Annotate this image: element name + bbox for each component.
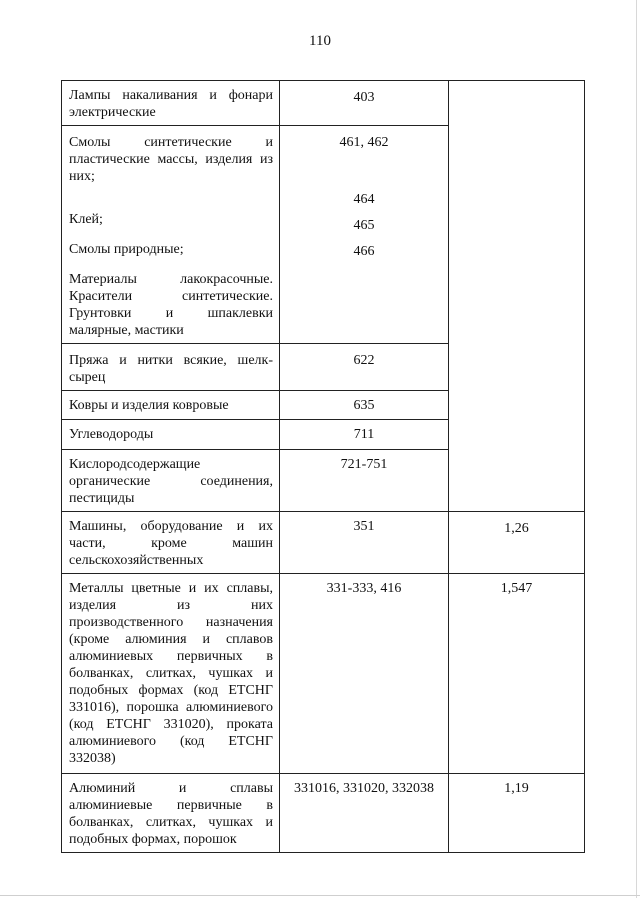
subitem-code: 466 [353, 244, 375, 259]
subitem-name: Клей; [69, 212, 103, 227]
subitem-code: 465 [353, 218, 375, 233]
code-cell: 622 [280, 344, 449, 391]
subitem-name: Материалы лакокрасочные. Красители синтетические. Грунтовки и шпаклевки малярные, мастики [69, 272, 273, 338]
tariff-table [61, 80, 585, 853]
table-row [62, 81, 585, 126]
item-name-cell: Металлы цветные и их сплавы, изделия из них производственного назначения (кроме алюминия и сплавов алюминиевых первичных в болванках, слитках, чушках и подобных формах (код ЕТСНГ 331016), порошка алюминиевого (код ЕТСНГ 331020), проката алюминиевого (код ЕТСНГ 332038) [62, 574, 280, 774]
item-name-cell: Пряжа и нитки всякие, шелк-сырец [62, 344, 280, 391]
code-cell: 461, 462 464 465 466 [280, 126, 449, 344]
scan-edge-line [636, 0, 637, 898]
code-cell: 331016, 331020, 332038 [280, 774, 449, 853]
coefficient-cell: 1,19 [449, 774, 585, 853]
code-cell: 711 [280, 420, 449, 450]
code-cell: 635 [280, 391, 449, 420]
scan-bottom-line [0, 895, 640, 896]
coefficient-cell: 1,26 [449, 512, 585, 574]
table-row [62, 774, 585, 853]
item-name-cell: Ковры и изделия ковровые [62, 391, 280, 420]
code-cell: 403 [280, 81, 449, 126]
item-name-cell: Смолы синтетические и пластические массы, изделия из них; Клей; Смолы природные; Материалы лакокрасочные. Красители синтетические. Грунтовки и шпаклевки малярные, мастики [62, 126, 280, 344]
item-name-cell: Кислородсодержащие органические соединения, пестициды [62, 450, 280, 512]
code-cell: 721-751 [280, 450, 449, 512]
coefficient-cell-merged [449, 81, 585, 512]
item-name-cell: Алюминий и сплавы алюминиевые первичные в болванках, слитках, чушках и подобных формах, порошок [62, 774, 280, 853]
coefficient-cell: 1,547 [449, 574, 585, 774]
item-name-cell: Лампы накаливания и фонари электрические [62, 81, 280, 126]
code-cell: 331-333, 416 [280, 574, 449, 774]
item-name-cell: Углеводороды [62, 420, 280, 450]
code-cell: 351 [280, 512, 449, 574]
table-row [62, 512, 585, 574]
page-number: 110 [309, 33, 331, 49]
subitem-name: Смолы природные; [69, 242, 184, 257]
subitem-code: 464 [353, 192, 375, 207]
table-row [62, 574, 585, 774]
item-name-cell: Машины, оборудование и их части, кроме машин сельскохозяйственных [62, 512, 280, 574]
